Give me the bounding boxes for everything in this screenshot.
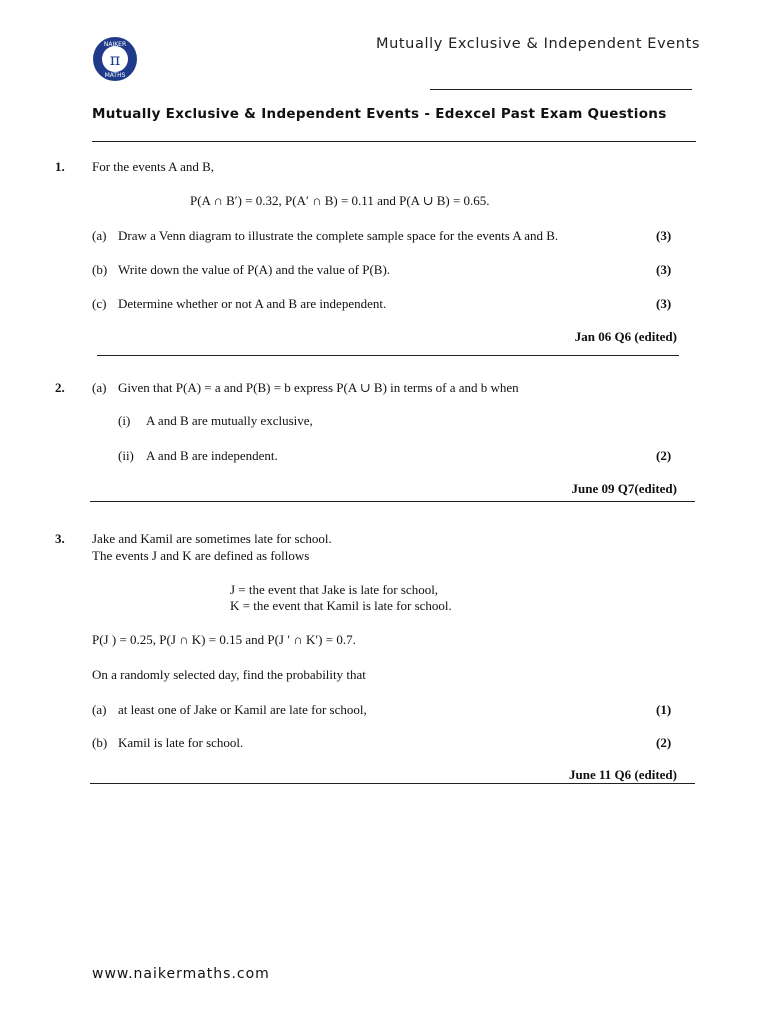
question-line: The events J and K are defined as follows — [92, 548, 310, 563]
given-probabilities: P(J ) = 0.25, P(J ∩ K) = 0.15 and P(J ′ ∩ K′) = 0.7. — [92, 632, 356, 647]
marks: (3) — [656, 262, 672, 277]
question-source: Jan 06 Q6 (edited) — [574, 329, 677, 344]
subpart-text: A and B are mutually exclusive, — [146, 413, 313, 428]
question-number: 2. — [55, 380, 65, 395]
marks: (2) — [656, 448, 672, 463]
marks: (3) — [656, 296, 672, 311]
question-intro: For the events A and B, — [92, 159, 215, 174]
part-label: (a) — [92, 228, 107, 243]
part-label: (a) — [92, 702, 107, 717]
marks: (1) — [656, 702, 672, 717]
subpart-label: (ii) — [118, 448, 134, 463]
question-stem: Given that P(A) = a and P(B) = b express P(A ∪ B) in terms of a and b when — [118, 380, 519, 395]
question-line: Jake and Kamil are sometimes late for school. — [92, 531, 332, 546]
marks: (3) — [656, 228, 672, 243]
naikermaths-logo — [92, 36, 138, 82]
part-b-text: Write down the value of P(A) and the value of P(B). — [118, 262, 391, 277]
event-definition: K = the event that Kamil is late for school. — [230, 598, 452, 613]
part-label: (c) — [92, 296, 107, 311]
part-a-text: at least one of Jake or Kamil are late for school, — [118, 702, 367, 717]
page-title: Mutually Exclusive & Independent Events - Edexcel Past Exam Questions — [92, 106, 667, 122]
question-divider — [90, 783, 695, 784]
logo-text-bottom: MATHS — [104, 72, 126, 79]
subpart-text: A and B are independent. — [146, 448, 278, 463]
part-c-text: Determine whether or not A and B are independent. — [118, 296, 387, 311]
question-number: 1. — [55, 159, 65, 174]
event-definition: J = the event that Jake is late for school, — [230, 582, 439, 597]
part-a-text: Draw a Venn diagram to illustrate the complete sample space for the events A and B. — [118, 228, 559, 243]
question-number: 3. — [55, 531, 65, 546]
question-prompt: On a randomly selected day, find the probability that — [92, 667, 366, 682]
header-title: Mutually Exclusive & Independent Events — [376, 36, 701, 52]
logo-pi-symbol: π — [109, 50, 121, 69]
question-source: June 09 Q7(edited) — [571, 481, 677, 496]
given-probabilities: P(A ∩ B′) = 0.32, P(A′ ∩ B) = 0.11 and P(A ∪ B) = 0.65. — [190, 193, 490, 208]
footer-website: www.naikermaths.com — [92, 966, 270, 982]
question-divider — [90, 501, 695, 502]
part-label: (b) — [92, 262, 108, 277]
question-source: June 11 Q6 (edited) — [569, 767, 677, 782]
question-divider — [97, 355, 679, 356]
subpart-label: (i) — [118, 413, 131, 428]
title-divider — [92, 141, 696, 142]
header-divider — [430, 89, 692, 90]
part-b-text: Kamil is late for school. — [118, 735, 244, 750]
logo-text-top: NAIKER — [103, 41, 127, 48]
part-label: (a) — [92, 380, 107, 395]
part-label: (b) — [92, 735, 108, 750]
marks: (2) — [656, 735, 672, 750]
